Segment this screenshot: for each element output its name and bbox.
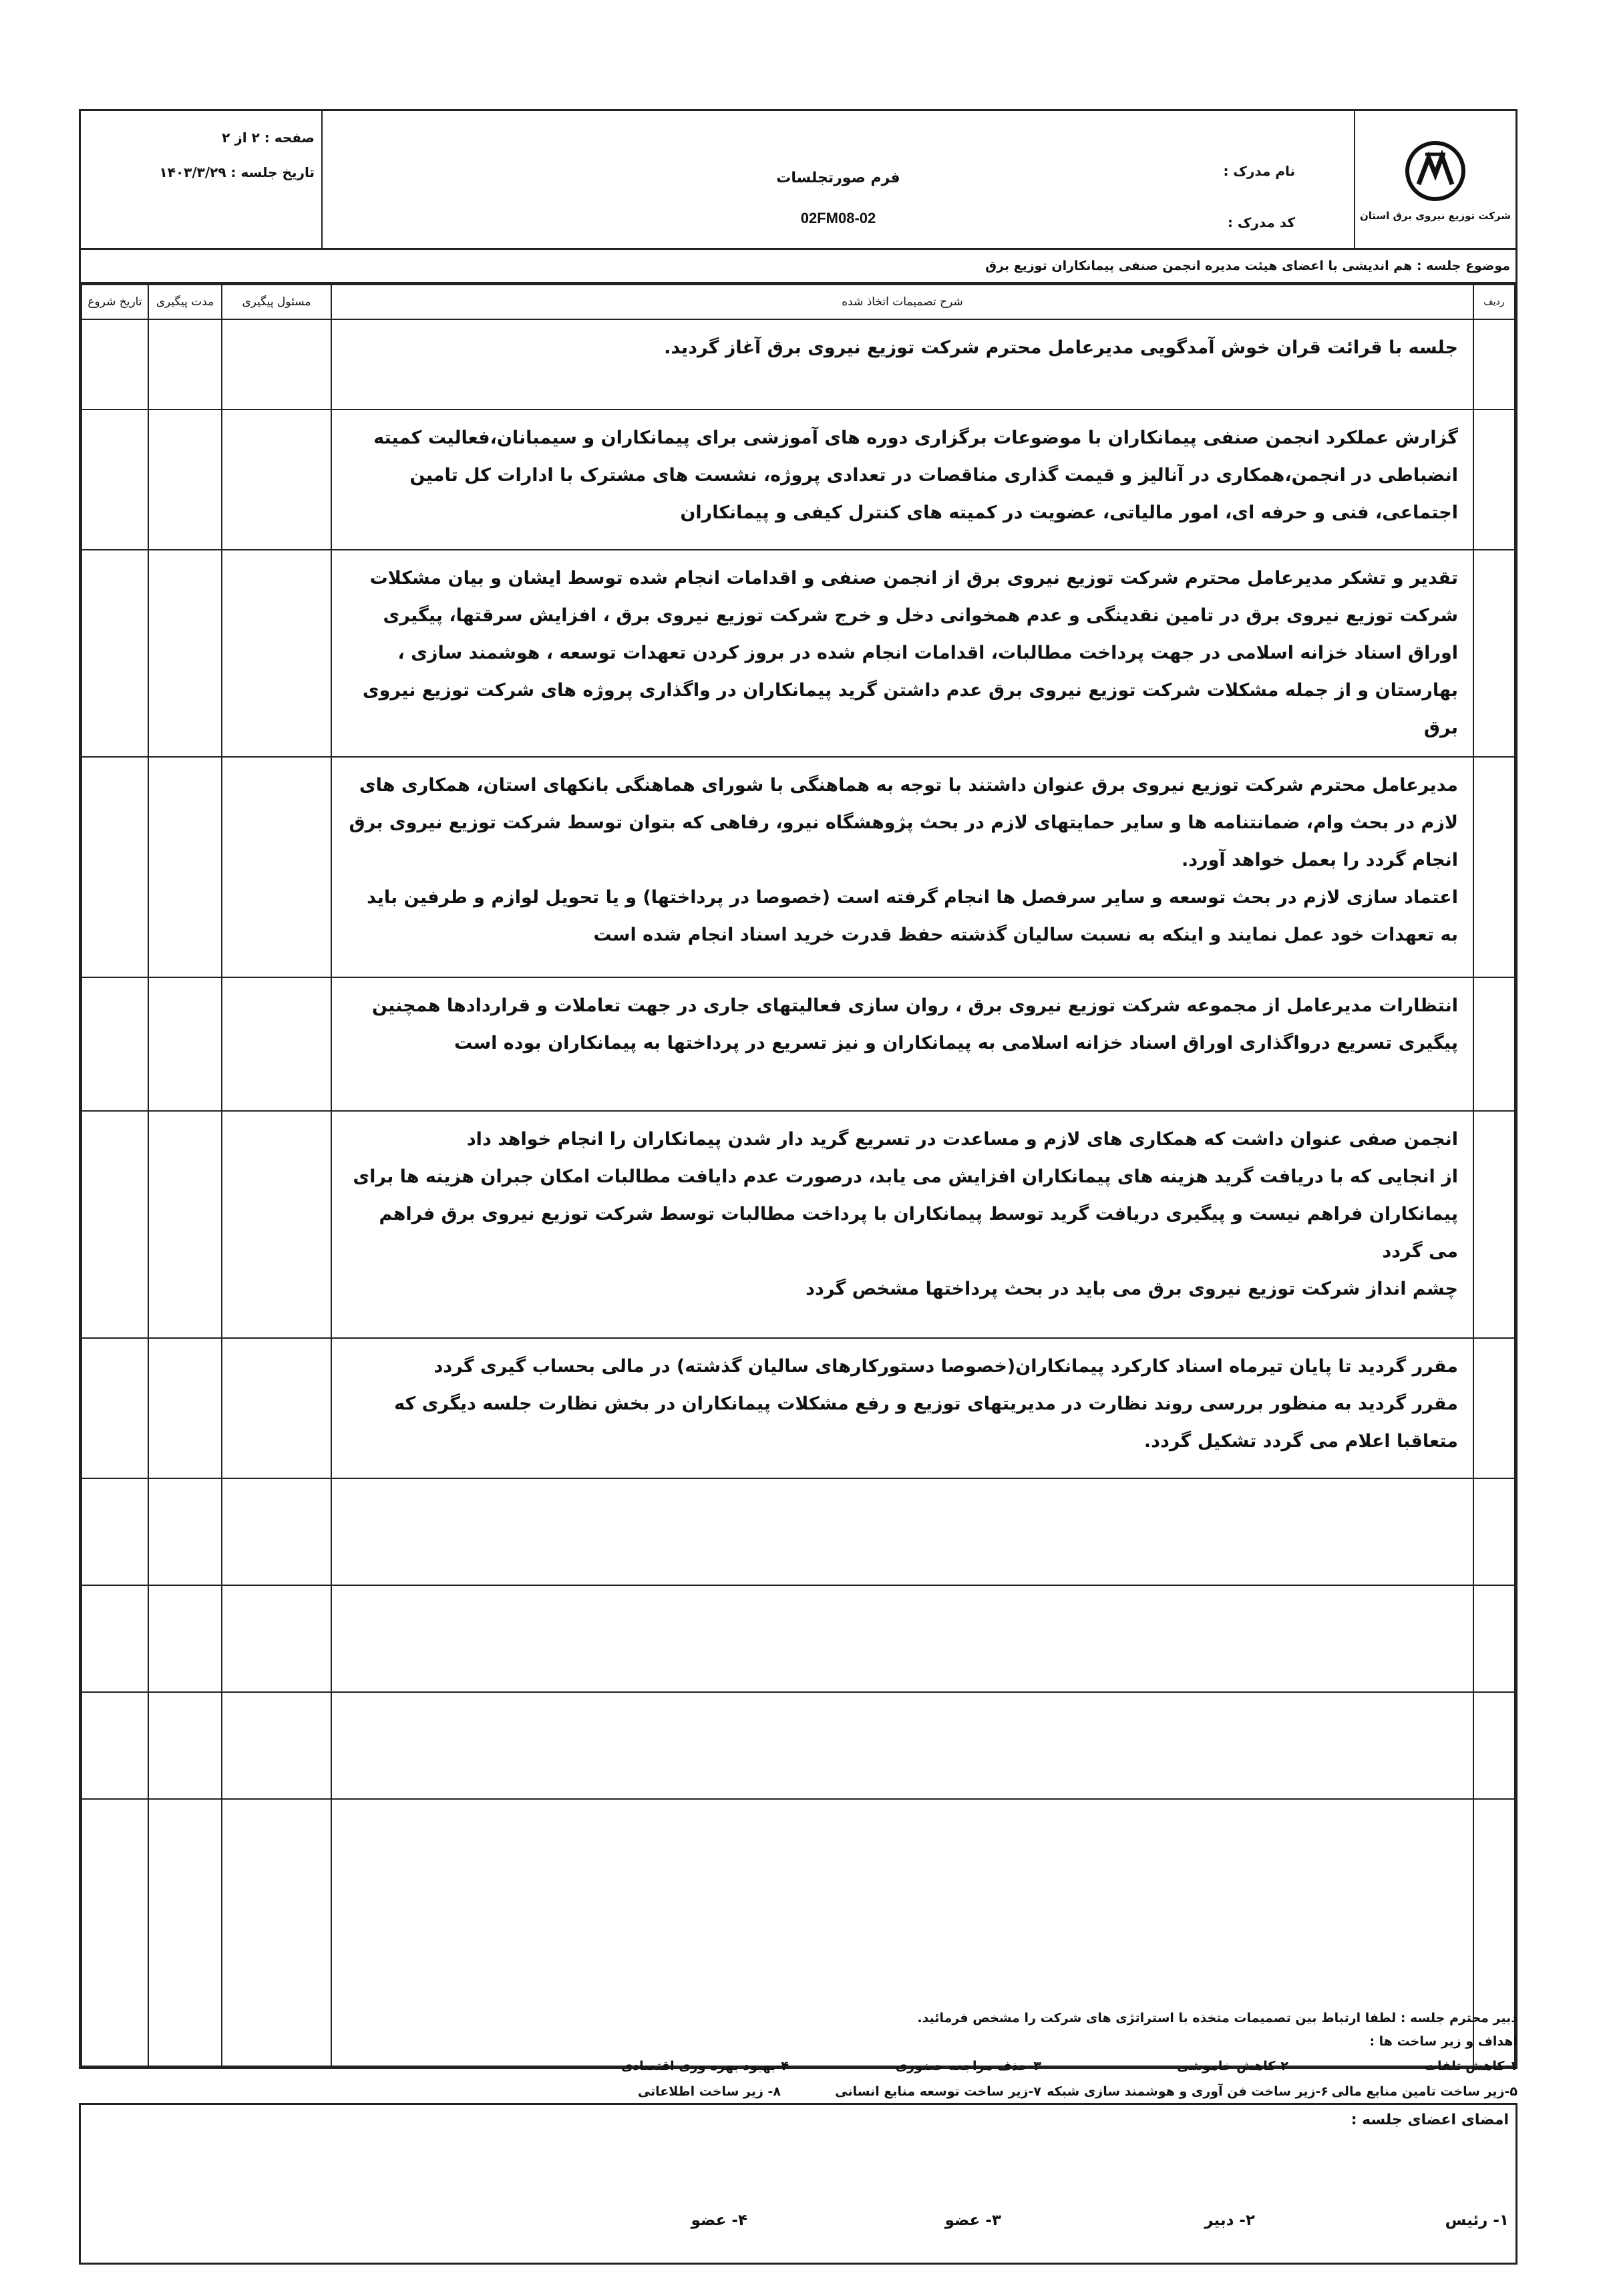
table-header-row <box>81 285 1515 319</box>
start-date-cell <box>81 1585 148 1692</box>
secretary-note: دبیر محترم جلسه : لطفا ارتباط بین تصمیمات متخذه با استراتژی های شرکت را مشخص فرمائید. <box>917 2011 1517 2025</box>
decision-paragraph: انتظارات مدیرعامل از مجموعه شرکت توزیع نیروی برق ، روان سازی فعالیتهای جاری در جهت تعاملات و قراردادها همچنین پیگیری تسریع درواگذاری اوراق اسناد خزانه اسلامی به پیمانکاران و نیز تسریع در پرداختها به پیمانکاران بوده است <box>371 995 1458 1053</box>
table-row <box>81 1692 1515 1799</box>
duration-cell <box>148 409 222 550</box>
table-row <box>81 977 1515 1111</box>
meeting-date: تاریخ جلسه : ۱۴۰۳/۳/۲۹ <box>159 164 315 180</box>
row-number-cell <box>1473 409 1515 550</box>
start-date-cell <box>81 1478 148 1585</box>
duration-cell <box>148 977 222 1111</box>
goal-item: ۳-حذف مراجعه حضوری <box>895 2059 1041 2074</box>
row-number-cell <box>1473 1799 1515 2066</box>
col-header-row-number: ردیف <box>1473 285 1515 319</box>
start-date-cell <box>81 319 148 409</box>
description-cell <box>331 757 1473 977</box>
responsible-cell <box>222 1111 331 1338</box>
responsible-cell <box>222 1585 331 1692</box>
decision-paragraph: چشم انداز شرکت توزیع نیروی برق می باید در بحث پرداختها مشخص گردد <box>806 1279 1458 1299</box>
form-frame <box>79 109 1517 2069</box>
row-number-cell <box>1473 1338 1515 1478</box>
goal-item: ۸- زیر ساخت اطلاعاتی <box>637 2084 781 2099</box>
start-date-cell <box>81 1692 148 1799</box>
responsible-cell <box>222 1478 331 1585</box>
goal-item: ۴-بهبود بهره وری اقتصادی <box>620 2059 789 2074</box>
description-cell <box>331 1338 1473 1478</box>
responsible-cell <box>222 1692 331 1799</box>
start-date-cell <box>81 977 148 1111</box>
form-title: فرم صورتجلسات <box>776 170 900 186</box>
table-row <box>81 757 1515 977</box>
decision-paragraph: مقرر گردید به منظور بررسی روند نظارت در مدیریتهای توزیع و رفع مشکلات پیمانکاران در بخش نظارت جلسه دیگری که متعاقبا اعلام می گردد تشکیل گردد. <box>394 1393 1458 1452</box>
row-number-cell <box>1473 1111 1515 1338</box>
responsible-cell <box>222 1799 331 2066</box>
row-number-cell <box>1473 977 1515 1111</box>
table-row <box>81 319 1515 409</box>
decision-paragraph: مقرر گردید تا پایان تیرماه اسناد کارکرد پیمانکاران(خصوصا دستورکارهای سالیان گذشته) در مالی بحساب گیری گردد <box>433 1356 1458 1377</box>
responsible-cell <box>222 977 331 1111</box>
doc-name-label: نام مدرک : <box>1223 163 1295 179</box>
description-cell <box>331 1692 1473 1799</box>
duration-cell <box>148 1478 222 1585</box>
table-row <box>81 409 1515 550</box>
duration-cell <box>148 757 222 977</box>
page-info-cell <box>81 111 323 248</box>
row-number-cell <box>1473 319 1515 409</box>
member-4: ۴- عضو <box>691 2212 747 2229</box>
row-number-cell <box>1473 1478 1515 1585</box>
table-body <box>81 319 1515 2066</box>
description-cell <box>331 1478 1473 1585</box>
table-row <box>81 1799 1515 2066</box>
table-row <box>81 550 1515 757</box>
member-3: ۳- عضو <box>944 2212 1001 2229</box>
member-secretary: ۲- دبیر <box>1204 2212 1255 2229</box>
responsible-cell <box>222 550 331 757</box>
decision-paragraph: تقدیر و تشکر مدیرعامل محترم شرکت توزیع نیروی برق از انجمن صنفی و اقدامات انجام شده توسط ایشان و بیان مشکلات شرکت توزیع نیروی برق در تامین نقدینگی و عدم همخوانی دخل و خرج شرکت توزیع نیروی برق ، افزایش سرقتها، پیگیری اوراق اسناد خزانه اسلامی در جهت پرداخت مطالبات، اقدامات انجام شده در بروز کردن تعهدات توسعه ، هوشمند سازی ، بهارستان و از جمله مشکلات شرکت توزیع نیروی برق عدم داشتن گرید پیمانکاران در واگذاری پروژه های شرکت توزیع نیروی برق <box>362 568 1458 738</box>
col-header-duration: مدت پیگیری <box>148 285 222 319</box>
description-cell <box>331 1585 1473 1692</box>
goal-item: ۱-کاهش تلفات <box>1424 2059 1517 2074</box>
form-code: 02FM08-02 <box>800 210 876 226</box>
responsible-cell <box>222 757 331 977</box>
members-signature-box <box>79 2103 1517 2265</box>
responsible-cell <box>222 409 331 550</box>
description-cell <box>331 319 1473 409</box>
duration-cell <box>148 1338 222 1478</box>
form-header <box>81 111 1515 250</box>
table-row <box>81 1478 1515 1585</box>
start-date-cell <box>81 550 148 757</box>
description-cell <box>331 1111 1473 1338</box>
decision-paragraph: مدیرعامل محترم شرکت توزیع نیروی برق عنوان داشتند با توجه به هماهنگی با شورای هماهنگی بانکهای استان، همکاری های لازم در بحث وام، ضمانتنامه ها و سایر حمایتهای لازم در بحث پژوهشگاه نیرو، رفاهی که بتوان توسط شرکت توزیع نیروی برق انجام گردد را بعمل خواهد آورد. <box>349 775 1458 870</box>
company-name: شرکت توزیع نیروی برق استان <box>1359 209 1511 222</box>
duration-cell <box>148 1585 222 1692</box>
description-cell <box>331 977 1473 1111</box>
start-date-cell <box>81 1111 148 1338</box>
decision-paragraph: انجمن صفی عنوان داشت که همکاری های لازم و مساعدت در تسریع گرید دار شدن پیمانکاران را انجام خواهد داد <box>466 1129 1458 1150</box>
meeting-subject: موضوع جلسه : هم اندیشی با اعضای هیئت مدیره انجمن صنفی پیمانکاران توزیع برق <box>81 250 1515 284</box>
decision-paragraph: گزارش عملکرد انجمن صنفی پیمانکاران با موضوعات برگزاری دوره های آموزشی برای پیمانکاران و سیمبانان،فعالیت کمیته انضباطی در انجمن،همکاری در آنالیز و قیمت گذاری مناقصات در تعدادی پروژه، نشست های مشترک با ادارات کل تامین اجتماعی، فنی و حرفه ای، امور مالیاتی، عضویت در کمیته های کنترل کیفی و پیمانکاران <box>373 428 1458 523</box>
col-header-responsible: مسئول پیگیری <box>222 285 331 319</box>
doc-code-label: کد مدرک : <box>1227 214 1295 230</box>
goal-item: ۲-کاهش خاموشی <box>1177 2059 1288 2074</box>
col-header-start-date: تاریخ شروع <box>81 285 148 319</box>
start-date-cell <box>81 1338 148 1478</box>
responsible-cell <box>222 1338 331 1478</box>
start-date-cell <box>81 1799 148 2066</box>
goal-item: ۷-زیر ساخت توسعه منابع انسانی <box>835 2084 1041 2099</box>
member-chair: ۱- رئیس <box>1445 2212 1509 2229</box>
start-date-cell <box>81 757 148 977</box>
row-number-cell <box>1473 757 1515 977</box>
members-title: امضای اعضای جلسه : <box>1351 2112 1509 2128</box>
duration-cell <box>148 1692 222 1799</box>
row-number-cell <box>1473 550 1515 757</box>
decision-paragraph: از انجایی که با دریافت گرید هزینه های پیمانکاران افزایش می یابد، درصورت عدم دایافت مطالبات امکان جبران هزینه ها برای پیمانکاران فراهم نیست و پیگیری دریافت گرید توسط پیمانکاران با پرداخت مطالبات توسط شرکت توزیع نیروی برق فراهم می گردد <box>353 1166 1458 1262</box>
decision-paragraph: اعتماد سازی لازم در بحث توسعه و سایر سرفصل ها انجام گرفته است (خصوصا در پرداختها) و یا تحویل لوازم و طرفین باید به تعهدات خود عمل نمایند و اینکه به نسبت سالیان گذشته حفظ قدرت خرید اسناد انجام شده است <box>367 887 1458 945</box>
table-row <box>81 1111 1515 1338</box>
description-cell <box>331 1799 1473 2066</box>
duration-cell <box>148 1111 222 1338</box>
duration-cell <box>148 1799 222 2066</box>
decisions-table <box>81 284 1515 2067</box>
goals-title: اهداف و زیر ساخت ها : <box>1369 2034 1517 2049</box>
page-number: صفحه : ۲ از ۲ <box>222 130 315 146</box>
col-header-description: شرح تصمیمات اتخاذ شده <box>331 285 1473 319</box>
goal-item: ۵-زیر ساخت تامین منابع مالی <box>1331 2084 1517 2099</box>
decision-paragraph: جلسه با قرائت قران خوش آمدگویی مدیرعامل محترم شرکت توزیع نیروی برق آغاز گردید. <box>664 337 1458 358</box>
goal-item: ۶-زیر ساخت فن آوری و هوشمند سازی شبکه <box>1047 2084 1328 2099</box>
start-date-cell <box>81 409 148 550</box>
table-row <box>81 1338 1515 1478</box>
row-number-cell <box>1473 1692 1515 1799</box>
table-row <box>81 1585 1515 1692</box>
duration-cell <box>148 319 222 409</box>
row-number-cell <box>1473 1585 1515 1692</box>
description-cell <box>331 409 1473 550</box>
description-cell <box>331 550 1473 757</box>
responsible-cell <box>222 319 331 409</box>
duration-cell <box>148 550 222 757</box>
